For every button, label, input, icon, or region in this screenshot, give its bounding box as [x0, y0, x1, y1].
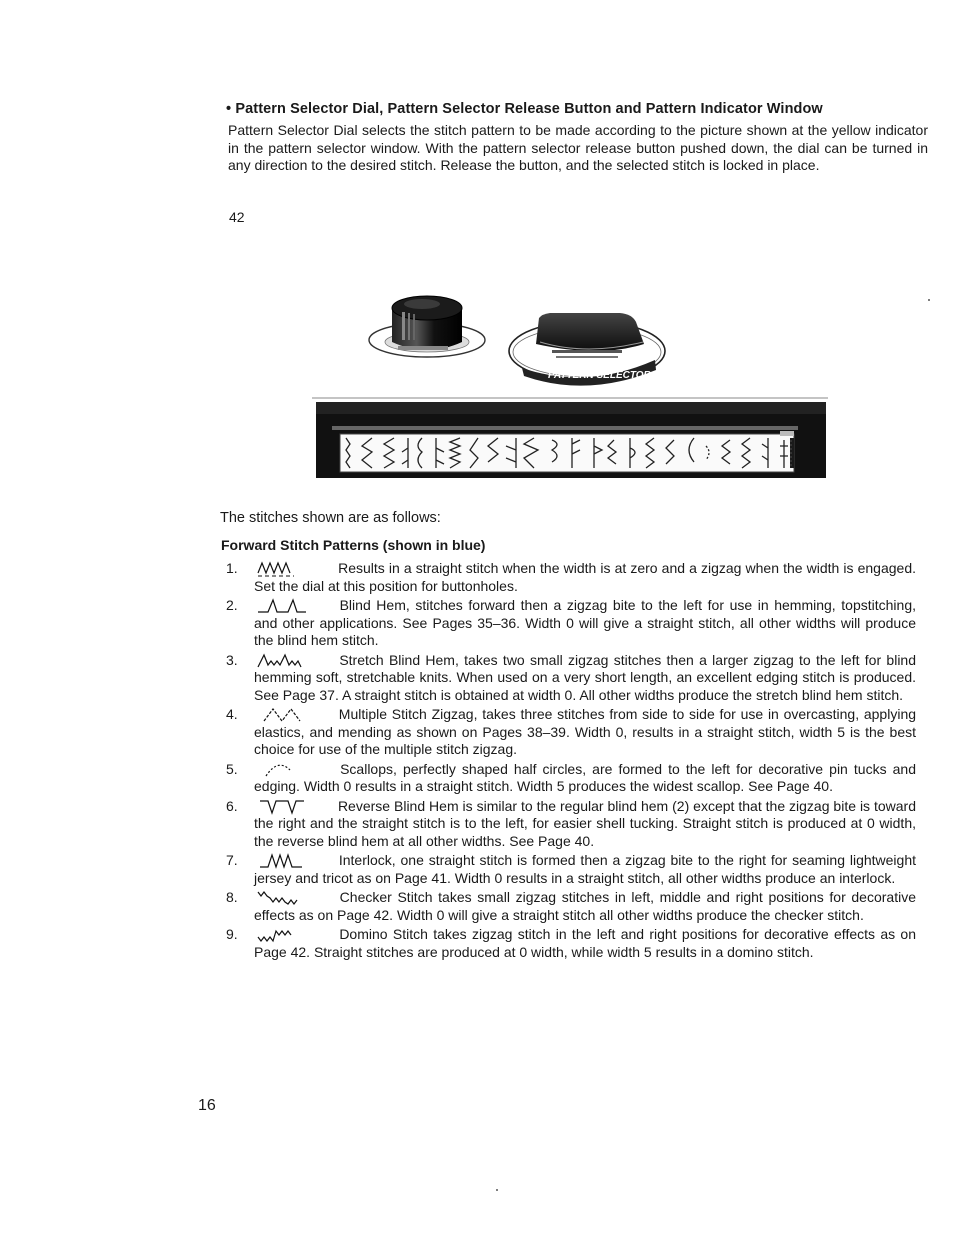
- figure-number: 42: [229, 209, 245, 225]
- scan-speck: [496, 1189, 498, 1191]
- item-text: Multiple Stitch Zigzag, takes three stitches from side to side for use in overcasting, applying elastics, and mending as shown on Pages 38–39. Width 0, results in a straight stitch, width 5 is the best choice for use of the multiple stitch zigzag.: [254, 706, 917, 757]
- zigzag-stitch-icon: [254, 561, 334, 577]
- checker-stitch-icon: [254, 890, 334, 906]
- dial-label: PATTERN SELECTOR: [548, 370, 651, 381]
- item-number: 7.: [226, 852, 238, 868]
- item-number: 5.: [226, 760, 238, 777]
- item-text: Scallops, perfectly shaped half circles, are formed to the left for decorative pin tucks and edging. Width 0 results in a straight stitch. Width 5 produces the widest scallop. See Page 40.: [254, 760, 916, 794]
- scallop-stitch-icon: [254, 762, 334, 778]
- item-number: 8.: [226, 889, 238, 905]
- pattern-indicator-window: [316, 414, 826, 478]
- list-item: [226, 560, 916, 595]
- stitch-list: [226, 560, 916, 961]
- item-number: 3.: [226, 651, 238, 668]
- item-text: Interlock, one straight stitch is formed then a zigzag bite to the right for seaming lightweight jersey and tricot as on Page 41. Width 0 results in a straight stitch, all other widths produce an interlock.: [254, 852, 917, 886]
- scan-speck: [928, 299, 930, 301]
- item-text: Blind Hem, stitches forward then a zigzag bite to the left for use in hemming, topstitching, and other applications. See Pages 35–36. Width 0 will give a straight stitch, all other widths will produce the blind hem stitch.: [254, 597, 916, 648]
- intro-paragraph: Pattern Selector Dial selects the stitch pattern to be made according to the picture shown at the yellow indicator in the pattern selector window. With the pattern selector release button pushed down, the dial can be turned in any direction to the desired stitch. Release the button, and the selected stitch is locked in place.: [228, 122, 928, 173]
- list-item: [226, 926, 916, 961]
- item-number: 4.: [226, 706, 238, 722]
- item-text: Domino Stitch takes zigzag stitch in the left and right positions for decorative effects as on Page 42. Straight stitches are produced at 0 width, while width 5 results in a domino stitch.: [254, 926, 916, 960]
- list-item: [226, 852, 916, 887]
- multiple-stitch-zigzag-icon: [254, 707, 334, 723]
- item-number: 2.: [226, 597, 238, 613]
- item-number: 1.: [226, 560, 238, 576]
- item-text: Reverse Blind Hem is similar to the regular blind hem (2) except that the zigzag bite is toward the right and the straight stitch is to the left, for easier shell tucking. Straight stitch is produced at 0 width, the reverse blind hem at all other widths. See Page 40.: [254, 797, 917, 849]
- list-item: [226, 889, 916, 924]
- blind-hem-stitch-icon: [254, 598, 334, 614]
- list-item: [226, 798, 916, 851]
- stretch-blind-hem-stitch-icon: [254, 653, 334, 669]
- section-heading: [226, 101, 906, 117]
- bullet: •: [226, 101, 232, 117]
- list-item: [226, 761, 916, 796]
- pattern-selector-illustration: [310, 280, 838, 485]
- section-heading-text: Pattern Selector Dial, Pattern Selector Release Button and Pattern Indicator Window: [235, 101, 823, 117]
- list-item: [226, 597, 916, 650]
- item-number: 9.: [226, 926, 238, 942]
- list-item: [226, 706, 916, 759]
- forward-stitch-heading: Forward Stitch Patterns (shown in blue): [221, 537, 486, 553]
- item-text: Results in a straight stitch when the width is at zero and a zigzag when the width is engaged. Set the dial at this position for buttonholes.: [254, 560, 917, 594]
- list-item: [226, 652, 916, 705]
- item-text: Stretch Blind Hem, takes two small zigzag stitches then a larger zigzag to the left for blind hemming soft, stretchable knits. When used on a very short length, an excellent edging stitch is produced. See Page 37. A straight stitch is obtained at width 0. All other widths produce the stretch blind hem stitch.: [254, 651, 916, 703]
- page-number: 16: [198, 1097, 216, 1114]
- item-text: Checker Stitch takes small zigzag stitches in left, middle and right positions for decorative effects as on Page 42. Width 0 will give a straight stitch all other widths produce the checker stitch.: [254, 889, 916, 923]
- pattern-selector-release-button: [369, 296, 485, 357]
- reverse-blind-hem-stitch-icon: [254, 799, 334, 815]
- item-number: 6.: [226, 797, 238, 814]
- stitches-intro: The stitches shown are as follows:: [220, 510, 441, 526]
- pattern-selector-drawing: [310, 280, 838, 485]
- interlock-stitch-icon: [254, 853, 334, 869]
- pattern-selector-dial: [509, 313, 665, 386]
- domino-stitch-icon: [254, 927, 334, 943]
